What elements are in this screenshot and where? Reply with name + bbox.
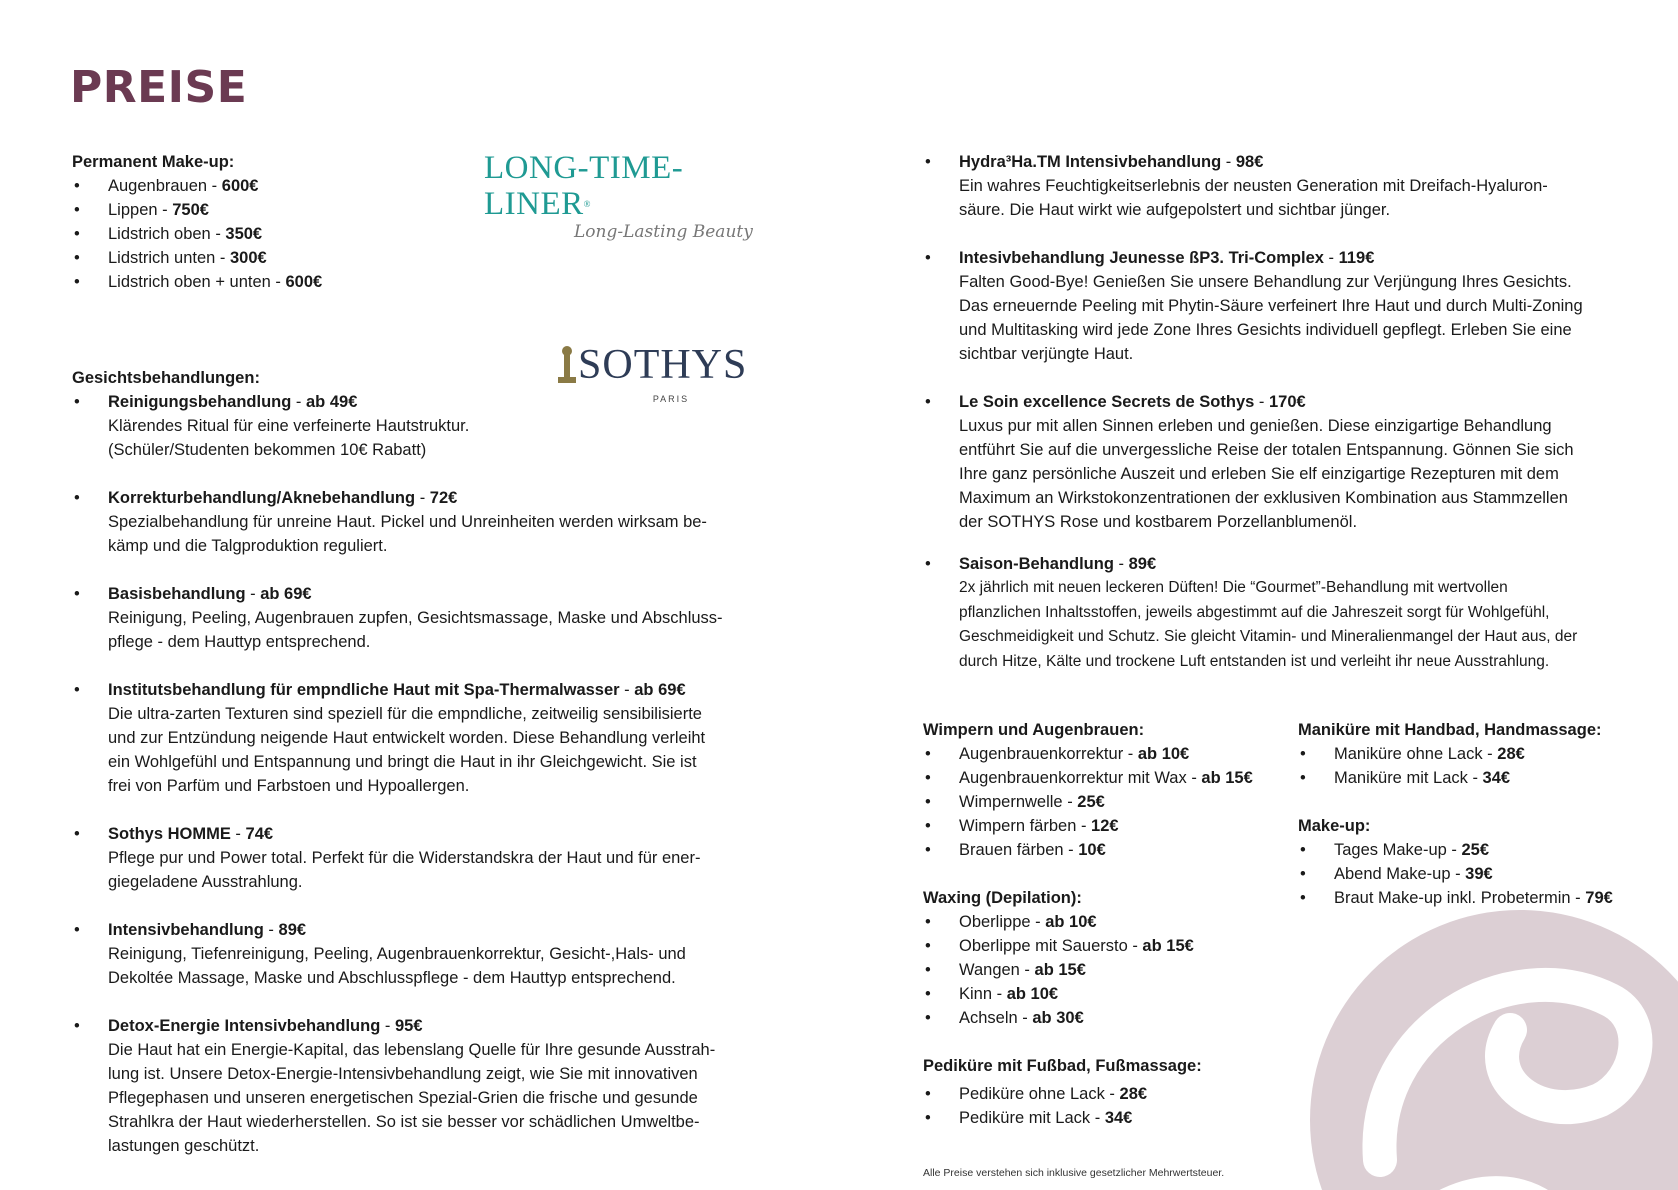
list-item: • Intensivbehandlung - 89€ Reinigung, Tiefenreinigung, Peeling, Augenbrauenkorrektur, Gesicht-,Hals- und Dekoltée Massage, Maske und Abschlusspflege - dem Hauttyp entsprechend. xyxy=(74,921,686,987)
list-item: • Lidstrich unten - 300€ xyxy=(74,249,267,267)
list-item: • Basisbehandlung - ab 69€ Reinigung, Peeling, Augenbrauen zupfen, Gesichtsmassage, Maske und Abschluss- pflege - dem Hauttyp entsprechend. xyxy=(74,585,723,651)
list-item: • Lidstrich oben - 350€ xyxy=(74,225,263,243)
waxing-heading: Waxing (Depilation): xyxy=(923,889,1082,907)
list-item: • Oberlippe - ab 10€ xyxy=(925,913,1097,931)
mani-heading: Maniküre mit Handbad, Handmassage: xyxy=(1298,721,1602,739)
sothys-logo: SOTHYS PARIS xyxy=(556,343,766,405)
list-item: • Wimpern färben - 12€ xyxy=(925,817,1119,835)
long-time-liner-logo: LONG-TIME-LINER® Long-Lasting Beauty xyxy=(484,150,753,242)
list-item: • Tages Make-up - 25€ xyxy=(1300,841,1490,859)
right-column xyxy=(923,150,1633,674)
pedi-list xyxy=(923,1082,1293,1130)
list-item: • Pediküre ohne Lack - 28€ xyxy=(925,1085,1148,1103)
list-item: • Saison-Behandlung - 89€ 2x jährlich mit neuen leckeren Düften! Die “Gourmet”-Behandlung mit wertvollen pflanzlichen Inhaltsstoffen, jeweils abgestimmt auf die Jahreszeit sorgt für Wohlgefühl, Geschmeidigkeit und Schutz. Sie gleicht Vitamin- und Mineralienmangel der Haut aus, der durch Hitze, Kälte und trockene Luft entstanden ist und verleiht ihr neue Ausstrahlung. xyxy=(925,555,1578,670)
list-item: • Pediküre mit Lack - 34€ xyxy=(925,1109,1133,1127)
list-item: • Sothys HOMME - 74€ Pflege pur und Power total. Perfekt für die Widerstandskra der Haut und für ener- giegeladene Ausstrahlung. xyxy=(74,825,701,891)
left-column xyxy=(72,150,772,1158)
wimpern-heading: Wimpern und Augenbrauen: xyxy=(923,721,1145,739)
right-treatments-list xyxy=(923,150,1633,674)
face-heading: Gesichtsbehandlungen: xyxy=(72,369,260,387)
waxing-list xyxy=(923,910,1293,1030)
right-lower-left xyxy=(923,718,1293,1130)
pedi-heading: Pediküre mit Fußbad, Fußmassage: xyxy=(923,1057,1202,1075)
list-item: • Abend Make-up - 39€ xyxy=(1300,865,1493,883)
list-item: • Maniküre mit Lack - 34€ xyxy=(1300,769,1511,787)
permanent-heading: Permanent Make-up: xyxy=(72,153,235,171)
list-item: • Augenbrauenkorrektur - ab 10€ xyxy=(925,745,1190,763)
list-item: • Wimpernwelle - 25€ xyxy=(925,793,1105,811)
list-item: • Institutsbehandlung für empndliche Haut mit Spa-Thermalwasser - ab 69€ Die ultra-zarten Texturen sind speziell für die empndliche, zeitweilig sensibilisierte und zur Entzündung neigende Haut entwickelt worden. Diese Behandlung verleiht ein Wohlgefühl und Entspannung und bringt die Haut in ihr Gleichgewicht. Sie ist frei von Parfüm und Farbstoen und Hypoallergen. xyxy=(74,681,706,795)
footnote: Alle Preise verstehen sich inklusive gesetzlicher Mehrwertsteuer. xyxy=(923,1167,1225,1179)
list-item: • Oberlippe mit Sauersto - ab 15€ xyxy=(925,937,1194,955)
rose-ornament-icon xyxy=(1310,910,1678,1190)
permanent-list xyxy=(72,174,772,294)
right-lower-right xyxy=(1298,718,1658,910)
list-item: • Kinn - ab 10€ xyxy=(925,985,1059,1003)
makeup-heading: Make-up: xyxy=(1298,817,1371,835)
list-item: • Lippen - 750€ xyxy=(74,201,209,219)
face-list xyxy=(72,390,772,1158)
wimpern-list xyxy=(923,742,1293,862)
list-item: • Hydra³Ha.TM Intensivbehandlung - 98€ Ein wahres Feuchtigkeitserlebnis der neusten Generation mit Dreifach-Hyaluron- säure. Die Haut wirkt wie aufgepolstert und sichtbar jünger. xyxy=(925,153,1548,219)
list-item: • Reinigungsbehandlung - ab 49€ Klärendes Ritual für eine verfeinerte Hautstruktur. (Schüler/Studenten bekommen 10€ Rabatt) xyxy=(74,393,470,459)
list-item: • Lidstrich oben + unten - 600€ xyxy=(74,273,323,291)
list-item: • Achseln - ab 30€ xyxy=(925,1009,1084,1027)
list-item: • Detox-Energie Intensivbehandlung - 95€ Die Haut hat ein Energie-Kapital, das lebenslang Quelle für Ihre gesunde Ausstrah- lung ist. Unsere Detox-Energie-Intensivbehandlung zeigt, wie Sie mit innovativen Pflegephasen und unseren energetischen Spezial-Grien die frische und gesunde Strahlkra der Haut wiederherstellen. So ist sie besser vor schädlichen Umweltbe- lastungen geschützt. xyxy=(74,1017,716,1155)
makeup-list xyxy=(1298,838,1658,910)
list-item: • Intesivbehandlung Jeunesse ßP3. Tri-Complex - 119€ Falten Good-Bye! Genießen Sie unsere Behandlung zur Verjüngung Ihres Gesichts. Das erneuernde Peeling mit Phytin-Säure verfeinert Ihre Haut und durch Multi-Zoning und Multitasking wird jede Zone Ihres Gesichts individuell gepflegt. Erleben Sie eine sichtbar verjüngte Haut. xyxy=(925,249,1583,363)
list-item: • Wangen - ab 15€ xyxy=(925,961,1086,979)
list-item: • Braut Make-up inkl. Probetermin - 79€ xyxy=(1300,889,1613,907)
list-item: • Augenbrauen - 600€ xyxy=(74,177,259,195)
list-item: • Korrekturbehandlung/Aknebehandlung - 72€ Spezialbehandlung für unreine Haut. Pickel und Unreinheiten werden wirksam be- kämp und die Talgproduktion reguliert. xyxy=(74,489,707,555)
list-item: • Maniküre ohne Lack - 28€ xyxy=(1300,745,1525,763)
mani-list xyxy=(1298,742,1658,790)
list-item: • Augenbrauenkorrektur mit Wax - ab 15€ xyxy=(925,769,1253,787)
page-title: PREISE xyxy=(70,62,248,113)
list-item: • Brauen färben - 10€ xyxy=(925,841,1106,859)
list-item: • Le Soin excellence Secrets de Sothys - 170€ Luxus pur mit allen Sinnen erleben und genießen. Diese einzigartige Behandlung entführt Sie auf die unvergessliche Reise der totalen Entspannung. Gönnen Sie sich Ihre ganz persönliche Auszeit und erleben Sie elf einzigartige Rezepturen mit dem Maximum an Wirkstokonzentrationen der exklusiven Kombination aus Stammzellen der SOTHYS Rose und kostbarem Porzellanblumenöl. xyxy=(925,393,1574,531)
